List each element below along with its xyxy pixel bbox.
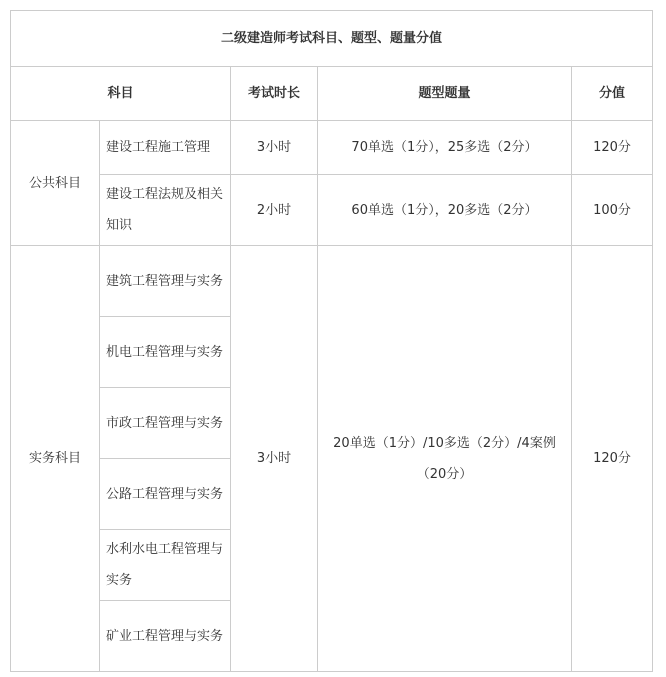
question-types-cell: 60单选（1分），20多选（2分） [318, 175, 572, 246]
subject-name: 公路工程管理与实务 [100, 459, 231, 530]
subject-name: 水利水电工程管理与实务 [100, 530, 231, 601]
table-row [11, 246, 653, 317]
subject-name: 建筑工程管理与实务 [100, 246, 231, 317]
table-row [11, 121, 653, 175]
header-subject: 科目 [11, 67, 231, 121]
category-public: 公共科目 [11, 121, 100, 246]
subject-name: 建设工程施工管理 [100, 121, 231, 175]
category-practice: 实务科目 [11, 246, 100, 672]
score-cell: 100分 [572, 175, 653, 246]
duration-cell: 3小时 [231, 246, 318, 672]
subject-name: 机电工程管理与实务 [100, 317, 231, 388]
title-row [11, 11, 653, 67]
header-score: 分值 [572, 67, 653, 121]
score-cell: 120分 [572, 121, 653, 175]
table-row [11, 175, 653, 246]
question-types-cell: 70单选（1分），25多选（2分） [318, 121, 572, 175]
subject-name: 市政工程管理与实务 [100, 388, 231, 459]
header-row [11, 67, 653, 121]
subject-name: 矿业工程管理与实务 [100, 601, 231, 672]
subject-name: 建设工程法规及相关知识 [100, 175, 231, 246]
exam-subjects-table [10, 10, 653, 672]
duration-cell: 3小时 [231, 121, 318, 175]
score-cell: 120分 [572, 246, 653, 672]
header-duration: 考试时长 [231, 67, 318, 121]
table-title: 二级建造师考试科目、题型、题量分值 [11, 11, 653, 67]
header-question-types: 题型题量 [318, 67, 572, 121]
question-types-cell: 20单选（1分）/10多选（2分）/4案例（20分） [318, 246, 572, 672]
duration-cell: 2小时 [231, 175, 318, 246]
